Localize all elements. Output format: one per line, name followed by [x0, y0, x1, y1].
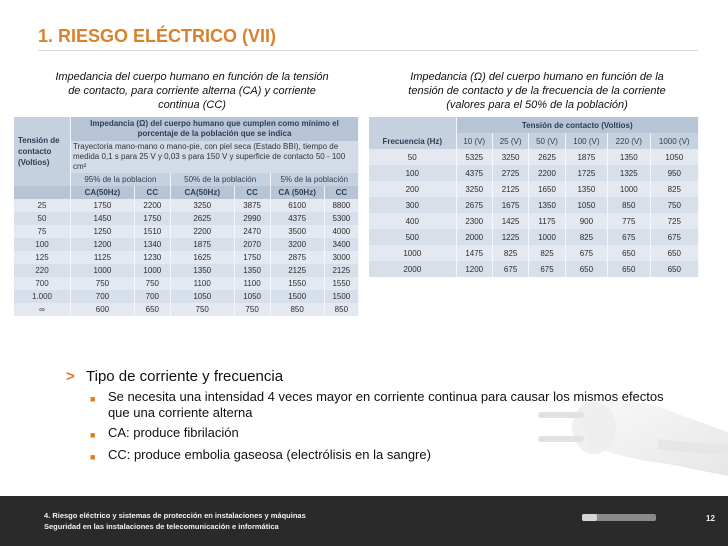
- impedance-cell: 2125: [324, 264, 358, 277]
- impedance-cell: 750: [650, 197, 699, 213]
- impedance-cell: 2300: [456, 213, 492, 229]
- voltage-cell: 700: [14, 277, 71, 290]
- impedance-cell: 1000: [608, 181, 650, 197]
- impedance-cell: 2725: [492, 165, 528, 181]
- column-header: 25 (V): [492, 133, 528, 149]
- impedance-cell: 825: [529, 245, 565, 261]
- corner-cell: [369, 117, 456, 133]
- sub-bullet: [90, 447, 686, 465]
- impedance-cell: 3250: [170, 199, 234, 212]
- impedance-cell: 2000: [456, 229, 492, 245]
- impedance-cell: 1750: [71, 199, 135, 212]
- frequency-cell: 200: [369, 181, 456, 197]
- impedance-cell: 1050: [650, 149, 699, 165]
- impedance-cell: 675: [529, 261, 565, 277]
- impedance-cell: 3250: [456, 181, 492, 197]
- impedance-cell: 1050: [234, 290, 270, 303]
- impedance-cell: 1875: [565, 149, 607, 165]
- column-header: 1000 (V): [650, 133, 699, 149]
- impedance-cell: 8800: [324, 199, 358, 212]
- impedance-cell: 5325: [456, 149, 492, 165]
- square-bullet-icon: ■: [90, 452, 96, 462]
- frequency-cell: 500: [369, 229, 456, 245]
- column-header: Frecuencia (Hz): [369, 133, 456, 149]
- impedance-cell: 650: [134, 303, 170, 316]
- impedance-cell: 2625: [170, 212, 234, 225]
- square-bullet-icon: ■: [90, 394, 96, 404]
- impedance-cell: 675: [565, 245, 607, 261]
- voltage-cell: 1.000: [14, 290, 71, 303]
- impedance-cell: 650: [565, 261, 607, 277]
- impedance-cell: 2990: [234, 212, 270, 225]
- table-row: [369, 149, 699, 165]
- impedance-cell: 650: [650, 245, 699, 261]
- impedance-cell: 1550: [324, 277, 358, 290]
- voltage-cell: ∞: [14, 303, 71, 316]
- impedance-cell: 700: [71, 290, 135, 303]
- impedance-cell: 2200: [170, 225, 234, 238]
- column-header: 220 (V): [608, 133, 650, 149]
- impedance-cell: 1450: [71, 212, 135, 225]
- caption-right: Impedancia (Ω) del cuerpo humano en función de la tensión de contacto y de la frecuencia de la corriente (valores para el 50% de la población): [408, 71, 666, 111]
- slide-title: 1. RIESGO ELÉCTRICO (VII): [38, 26, 277, 46]
- impedance-cell: 825: [492, 245, 528, 261]
- impedance-cell: 1675: [492, 197, 528, 213]
- table-row: [369, 261, 699, 277]
- impedance-cell: 1200: [456, 261, 492, 277]
- frequency-cell: 100: [369, 165, 456, 181]
- group-header: 50% de la población: [170, 173, 270, 186]
- table-row: [369, 165, 699, 181]
- impedance-cell: 1250: [71, 225, 135, 238]
- footer-subject-line: Seguridad en las instalaciones de telecomunicación e informática: [44, 522, 279, 531]
- impedance-cell: 750: [170, 303, 234, 316]
- voltage-cell: 220: [14, 264, 71, 277]
- impedance-cell: 1510: [134, 225, 170, 238]
- progress-fill: [582, 514, 597, 521]
- page-number: 12: [706, 514, 715, 523]
- impedance-cell: 4000: [324, 225, 358, 238]
- impedance-cell: 1750: [134, 212, 170, 225]
- unit-header: CC: [324, 186, 358, 199]
- caption-left: Impedancia del cuerpo humano en función de la tensión de contacto, para corriente alterna (CA) y corriente continua (CC): [55, 71, 329, 111]
- impedance-cell: 750: [234, 303, 270, 316]
- row-header-voltage: Tensión de contacto (Voltios): [14, 117, 71, 186]
- sub-bullet-text: Se necesita una intensidad 4 veces mayor en corriente continua para causar los mismos efectos que una corriente alterna: [107, 389, 664, 420]
- impedance-cell: 1550: [270, 277, 324, 290]
- table-row: [369, 245, 699, 261]
- impedance-cell: 1875: [170, 238, 234, 251]
- table-row: [369, 229, 699, 245]
- impedance-cell: 2470: [234, 225, 270, 238]
- table-row: [14, 264, 359, 277]
- impedance-cell: 1000: [529, 229, 565, 245]
- impedance-cell: 675: [492, 261, 528, 277]
- frequency-cell: 50: [369, 149, 456, 165]
- table-row: [14, 199, 359, 212]
- voltage-super-header: Tensión de contacto (Voltios): [456, 117, 698, 133]
- impedance-cell: 3250: [492, 149, 528, 165]
- impedance-table-frequency: [369, 117, 699, 277]
- impedance-cell: 2125: [492, 181, 528, 197]
- impedance-cell: 2625: [529, 149, 565, 165]
- impedance-cell: 3875: [234, 199, 270, 212]
- impedance-cell: 1125: [71, 251, 135, 264]
- impedance-cell: 1225: [492, 229, 528, 245]
- sub-bullet-text: CA: produce fibrilación: [107, 425, 239, 440]
- voltage-cell: 25: [14, 199, 71, 212]
- impedance-cell: 1475: [456, 245, 492, 261]
- frequency-cell: 2000: [369, 261, 456, 277]
- measurement-description: Trayectoria mano-mano o mano-pie, con piel seca (Estado BBI), tiempo de medida 0,1 s para 25 V y 0,03 s para 150 V y superficie de contacto 50 - 100 cm²: [71, 141, 359, 173]
- impedance-cell: 3500: [270, 225, 324, 238]
- impedance-cell: 4375: [270, 212, 324, 225]
- unit-header: CC: [234, 186, 270, 199]
- unit-header: CA(50Hz): [170, 186, 234, 199]
- voltage-cell: 50: [14, 212, 71, 225]
- impedance-cell: 825: [565, 229, 607, 245]
- impedance-cell: 650: [608, 245, 650, 261]
- impedance-cell: 1230: [134, 251, 170, 264]
- impedance-cell: 1725: [565, 165, 607, 181]
- impedance-cell: 4375: [456, 165, 492, 181]
- impedance-cell: 1625: [170, 251, 234, 264]
- impedance-cell: 1000: [134, 264, 170, 277]
- group-header: 5% de la población: [270, 173, 358, 186]
- impedance-cell: 850: [324, 303, 358, 316]
- impedance-cell: 1050: [170, 290, 234, 303]
- voltage-cell: 125: [14, 251, 71, 264]
- chevron-right-icon: >: [66, 368, 75, 385]
- impedance-table-ac-dc: [14, 117, 359, 316]
- impedance-cell: 2125: [270, 264, 324, 277]
- impedance-cell: 950: [650, 165, 699, 181]
- impedance-cell: 750: [71, 277, 135, 290]
- impedance-cell: 2070: [234, 238, 270, 251]
- impedance-cell: 6100: [270, 199, 324, 212]
- unit-spacer: [14, 186, 71, 199]
- impedance-cell: 3200: [270, 238, 324, 251]
- impedance-header: Impedancia (Ω) del cuerpo humano que cumplen como mínimo el porcentaje de la población que se indica: [71, 117, 359, 141]
- table-row: [369, 181, 699, 197]
- table-row: [14, 290, 359, 303]
- impedance-cell: 850: [270, 303, 324, 316]
- table-row: [369, 197, 699, 213]
- impedance-cell: 775: [608, 213, 650, 229]
- impedance-cell: 1500: [270, 290, 324, 303]
- impedance-cell: 700: [134, 290, 170, 303]
- table-row: [14, 251, 359, 264]
- main-bullet: [66, 368, 686, 385]
- frequency-cell: 300: [369, 197, 456, 213]
- impedance-cell: 1350: [529, 197, 565, 213]
- impedance-cell: 3400: [324, 238, 358, 251]
- unit-header: CA (50Hz): [270, 186, 324, 199]
- impedance-cell: 1500: [324, 290, 358, 303]
- impedance-cell: 675: [650, 229, 699, 245]
- impedance-cell: 2200: [529, 165, 565, 181]
- impedance-cell: 5300: [324, 212, 358, 225]
- sub-bullet: [90, 425, 686, 443]
- sub-bullet: [90, 389, 686, 421]
- table-row: [14, 212, 359, 225]
- frequency-cell: 1000: [369, 245, 456, 261]
- impedance-cell: 1000: [71, 264, 135, 277]
- voltage-cell: 75: [14, 225, 71, 238]
- group-header: 95% de la poblacion: [71, 173, 171, 186]
- impedance-cell: 600: [71, 303, 135, 316]
- impedance-cell: 2875: [270, 251, 324, 264]
- impedance-cell: 1050: [565, 197, 607, 213]
- impedance-cell: 750: [134, 277, 170, 290]
- impedance-cell: 1350: [234, 264, 270, 277]
- slide-progress-bar: [582, 514, 656, 521]
- impedance-cell: 3000: [324, 251, 358, 264]
- unit-header: CA(50Hz): [71, 186, 135, 199]
- impedance-cell: 1325: [608, 165, 650, 181]
- sub-bullet-text: CC: produce embolia gaseosa (electrólisis en la sangre): [107, 447, 431, 462]
- impedance-cell: 675: [608, 229, 650, 245]
- impedance-cell: 1175: [529, 213, 565, 229]
- title-divider: [38, 50, 698, 51]
- slide-footer: [0, 496, 728, 546]
- column-header: 10 (V): [456, 133, 492, 149]
- impedance-cell: 1350: [608, 149, 650, 165]
- impedance-cell: 650: [608, 261, 650, 277]
- impedance-cell: 1100: [170, 277, 234, 290]
- impedance-cell: 1750: [234, 251, 270, 264]
- unit-header: CC: [134, 186, 170, 199]
- impedance-cell: 825: [650, 181, 699, 197]
- table-row: [369, 213, 699, 229]
- table-row: [14, 225, 359, 238]
- table-row: [14, 303, 359, 316]
- impedance-cell: 1340: [134, 238, 170, 251]
- impedance-cell: 725: [650, 213, 699, 229]
- impedance-cell: 850: [608, 197, 650, 213]
- impedance-cell: 1425: [492, 213, 528, 229]
- main-bullet-text: Tipo de corriente y frecuencia: [86, 368, 284, 385]
- impedance-cell: 1650: [529, 181, 565, 197]
- footer-course-line: 4. Riesgo eléctrico y sistemas de protección en instalaciones y máquinas: [44, 511, 306, 520]
- column-header: 50 (V): [529, 133, 565, 149]
- frequency-cell: 400: [369, 213, 456, 229]
- impedance-cell: 1100: [234, 277, 270, 290]
- impedance-cell: 1200: [71, 238, 135, 251]
- impedance-cell: 650: [650, 261, 699, 277]
- table-row: [14, 238, 359, 251]
- column-header: 100 (V): [565, 133, 607, 149]
- voltage-cell: 100: [14, 238, 71, 251]
- impedance-cell: 900: [565, 213, 607, 229]
- impedance-cell: 1350: [565, 181, 607, 197]
- impedance-cell: 1350: [170, 264, 234, 277]
- bullet-list: [66, 368, 686, 465]
- impedance-cell: 2200: [134, 199, 170, 212]
- impedance-cell: 2675: [456, 197, 492, 213]
- square-bullet-icon: ■: [90, 430, 96, 440]
- table-row: [14, 277, 359, 290]
